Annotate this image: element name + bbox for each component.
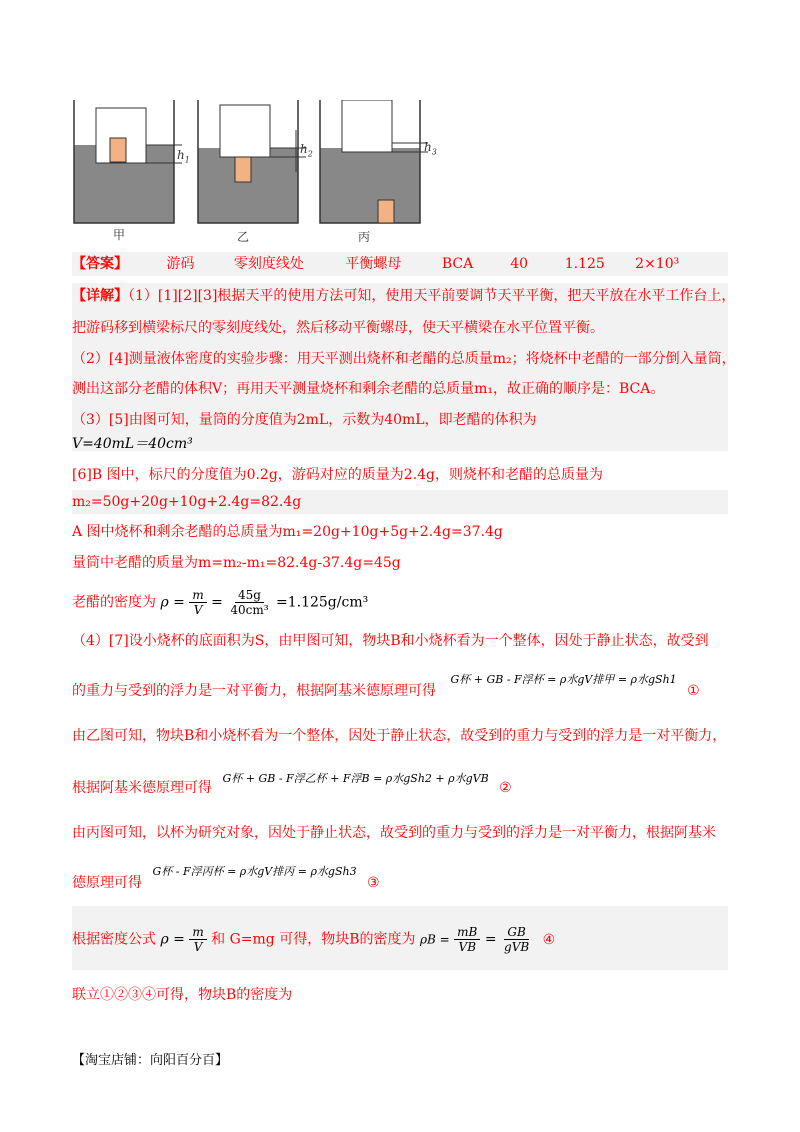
p8-f2-den2: gVB: [504, 940, 530, 954]
equation-1: G杯 + GB - F浮杯 = ρ水gV排甲 = ρ水gSh1: [450, 673, 677, 686]
answer-line: [72, 254, 728, 274]
equation-3-num: ③: [367, 875, 380, 891]
detail-p2a: （2）[4]测量液体密度的实验步骤：用天平测出烧杯和老醋的总质量m₂；将烧杯中老醋的一部分倒入量筒，: [72, 351, 736, 367]
p8-f2-num2: GB: [504, 925, 528, 940]
p6b-text: 根据阿基米德原理可得: [72, 780, 212, 796]
density-frac-1: [189, 588, 206, 617]
answer-item-7: 2×10³: [635, 256, 680, 272]
answer-item-4: BCA: [441, 256, 474, 272]
answer-item-6: 1.125: [564, 256, 605, 272]
p8-f2-den1: VB: [458, 940, 477, 954]
detail-p3b: V=40mL＝40cm³: [72, 436, 193, 452]
label-bing: 丙: [358, 230, 371, 244]
detail-p2b: 测出这部分老醋的体积V；再用天平测量烧杯和剩余老醋的总质量m₁，故正确的顺序是：BCA。: [72, 381, 665, 397]
density-result: =1.125g/cm³: [276, 594, 369, 611]
p8-f1-num: m: [189, 925, 206, 940]
answer-item-3: 平衡螺母: [345, 256, 402, 272]
beaker-bing: [320, 100, 428, 223]
p8-frac-1: [189, 925, 206, 954]
p8-f2-lhs: ρB =: [419, 932, 450, 947]
density-prefix: 老醋的密度为: [72, 594, 156, 611]
p8-frac-2: [454, 925, 480, 954]
density-lhs: ρ =: [160, 594, 185, 611]
equation-1-num: ①: [687, 683, 700, 699]
detail-p4d: 量筒中老醋的质量为m=m₂-m₁=82.4g-37.4g=45g: [72, 555, 401, 571]
footer-shop: 【淘宝店铺：向阳百分百】: [72, 1053, 229, 1068]
equation-2: G杯 + GB - F浮乙杯 + F浮B = ρ水gSh2 + ρ水gVB: [222, 772, 489, 785]
p7b-text: 德原理可得: [72, 875, 142, 891]
detail-p7a: 由丙图可知，以杯为研究对象，因处于静止状态，故受到的重力与受到的浮力是一对平衡力，根据阿基米: [72, 825, 716, 841]
detail-p5a: （4）[7]设小烧杯的底面积为S，由甲图可知，物块B和小烧杯看为一个整体，因处于静止状态，故受到: [72, 633, 709, 649]
answer-tag: 【答案】: [72, 256, 128, 272]
answer-item-5: 40: [510, 256, 529, 272]
p8-frac-3: [501, 925, 532, 954]
detail-p6a: 由乙图可知，物块B和小烧杯看为一个整体，因处于静止状态，故受到的重力与受到的浮力是一对平衡力，: [72, 728, 727, 744]
beaker-jia: [74, 100, 182, 223]
detail-p6b: [72, 772, 728, 799]
label-jia: 甲: [113, 228, 126, 242]
detail-text-p1a: （1）[1][2][3]根据天平的使用方法可知，使用天平前要调节天平平衡，把天平放在水平工作台上，: [128, 288, 736, 304]
p8-prefix: 根据密度公式: [72, 931, 156, 948]
answer-item-2: 零刻度线处: [233, 256, 304, 272]
p8-f2-num1: mB: [454, 925, 480, 940]
h2-label: $h_2$: [300, 142, 313, 159]
equation-4-num: ④: [542, 931, 556, 948]
equation-2-num: ②: [499, 780, 512, 796]
p8-f1-den: V: [193, 940, 203, 954]
frac1-num: m: [189, 588, 206, 603]
frac2-num: 45g: [235, 588, 264, 603]
detail-p8: [72, 925, 728, 954]
p5b-text: 的重力与受到的浮力是一对平衡力，根据阿基米德原理可得: [72, 683, 436, 699]
detail-p1b: 把游码移到横梁标尺的零刻度线处，然后移动平衡螺母，使天平横梁在水平位置平衡。: [72, 320, 604, 336]
detail-p4b: m₂=50g+20g+10g+2.4g=82.4g: [72, 494, 302, 510]
p8-mid: 和 G=mg 可得，物块B的密度为: [211, 931, 416, 948]
density-frac-2: [227, 588, 271, 617]
detail-p1a: [72, 286, 736, 306]
h3-label: $h_3$: [424, 140, 437, 157]
frac1-den: V: [193, 603, 203, 617]
detail-p4a: [6]B 图中，标尺的分度值为0.2g，游码对应的质量为2.4g，则烧杯和老醋的总质量为: [72, 467, 604, 483]
frac2-den: 40cm³: [230, 603, 269, 617]
detail-p4c: A 图中烧杯和剩余老醋的总质量为m₁=20g+10g+5g+2.4g=37.4g: [72, 524, 503, 540]
label-yi: 乙: [237, 230, 250, 244]
detail-p3a: （3）[5]由图可知，量筒的分度值为2mL，示数为40mL，即老醋的体积为: [72, 412, 537, 428]
beaker-yi: [198, 100, 306, 223]
h1-label: $h_1$: [177, 148, 190, 165]
answer-item-1: 游码: [166, 256, 195, 272]
detail-tag: 【详解】: [72, 288, 128, 304]
density-eq: =: [211, 594, 223, 611]
p8-f1-lhs: ρ =: [160, 931, 185, 948]
detail-p4e: [72, 588, 728, 617]
equation-3: G杯 - F浮丙杯 = ρ水gV排丙 = ρ水gSh3: [152, 865, 357, 878]
beaker-figure: [70, 100, 450, 245]
p8-f2-eq: =: [484, 931, 497, 948]
detail-p9: 联立①②③④可得，物块B的密度为: [72, 987, 293, 1003]
